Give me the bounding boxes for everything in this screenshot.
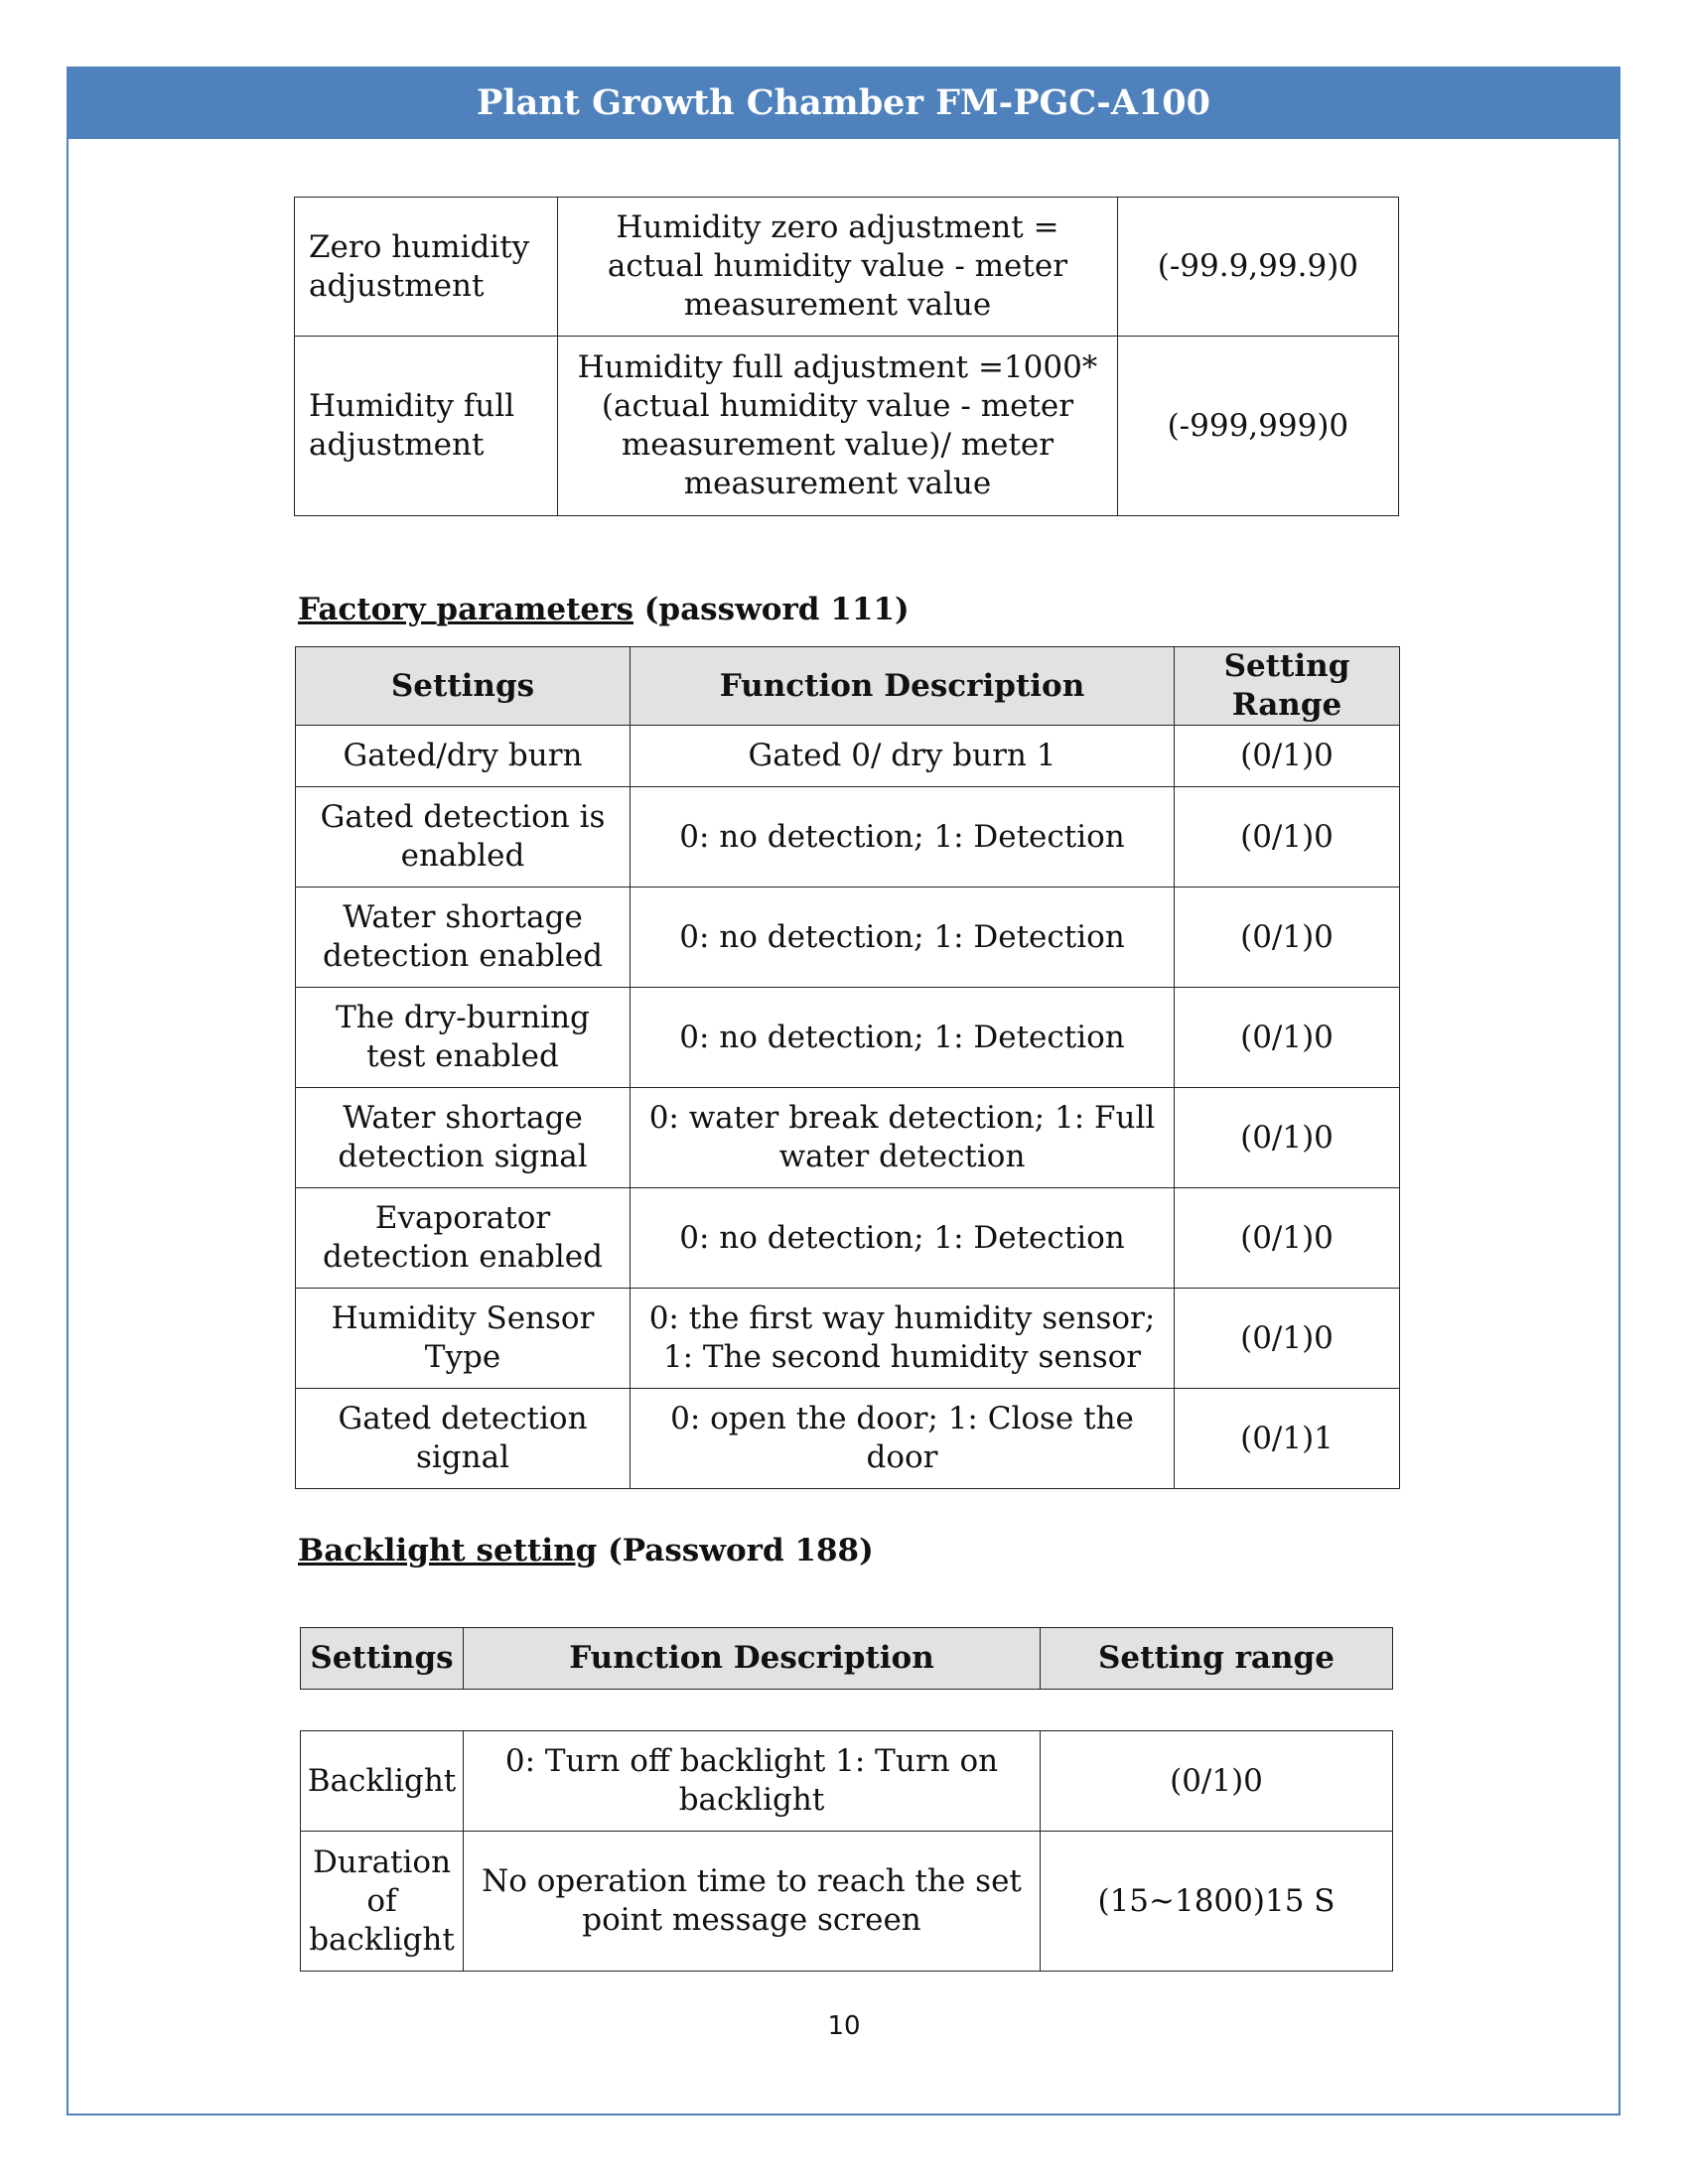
humidity-adjustment-table	[294, 197, 1399, 516]
setting-cell: Gated/dry burn	[296, 726, 631, 787]
table-row	[296, 1088, 1400, 1188]
description-cell: 0: no detection; 1: Detection	[631, 887, 1175, 988]
backlight-settings-table	[300, 1730, 1393, 1972]
column-header: Setting Range	[1175, 647, 1400, 726]
column-header: Setting range	[1041, 1628, 1393, 1690]
description-cell: 0: Turn off backlight 1: Turn on backlight	[464, 1731, 1041, 1832]
document-title: Plant Growth Chamber FM-PGC-A100	[477, 82, 1210, 123]
setting-cell: Evaporator detection enabled	[296, 1188, 631, 1289]
description-cell: Humidity zero adjustment = actual humidity value - meter measurement value	[558, 198, 1118, 337]
setting-cell: Duration of backlight	[301, 1832, 464, 1972]
range-cell: (-999,999)0	[1117, 337, 1398, 516]
description-cell: 0: no detection; 1: Detection	[631, 787, 1175, 887]
setting-cell: Gated detection is enabled	[296, 787, 631, 887]
range-cell: (0/1)0	[1175, 787, 1400, 887]
setting-cell: Water shortage detection signal	[296, 1088, 631, 1188]
range-cell: (0/1)0	[1175, 988, 1400, 1088]
column-header: Settings	[301, 1628, 464, 1690]
table-row	[295, 198, 1399, 337]
setting-cell: Water shortage detection enabled	[296, 887, 631, 988]
description-cell: 0: open the door; 1: Close the door	[631, 1389, 1175, 1489]
setting-cell: Backlight	[301, 1731, 464, 1832]
range-cell: (0/1)0	[1175, 726, 1400, 787]
setting-cell: Humidity Sensor Type	[296, 1289, 631, 1389]
table-row	[296, 1389, 1400, 1489]
setting-cell: Humidity full adjustment	[295, 337, 558, 516]
column-header: Function Description	[464, 1628, 1041, 1690]
range-cell: (0/1)0	[1175, 1188, 1400, 1289]
factory-parameters-table	[295, 646, 1400, 1489]
range-cell: (0/1)0	[1175, 887, 1400, 988]
setting-cell: The dry-burning test enabled	[296, 988, 631, 1088]
table-row	[296, 887, 1400, 988]
range-cell: (0/1)1	[1175, 1389, 1400, 1489]
range-cell: (15~1800)15 S	[1041, 1832, 1393, 1972]
description-cell: 0: the first way humidity sensor; 1: The second humidity sensor	[631, 1289, 1175, 1389]
range-cell: (0/1)0	[1175, 1289, 1400, 1389]
table-row	[296, 988, 1400, 1088]
description-cell: 0: no detection; 1: Detection	[631, 988, 1175, 1088]
table-header-row	[296, 647, 1400, 726]
setting-cell: Gated detection signal	[296, 1389, 631, 1489]
table-row	[296, 1289, 1400, 1389]
backlight-setting-heading: Backlight setting (Password 188)	[298, 1533, 874, 1569]
backlight-header-table	[300, 1627, 1393, 1690]
column-header: Settings	[296, 647, 631, 726]
table-row	[296, 726, 1400, 787]
table-header-row	[301, 1628, 1393, 1690]
table-row	[301, 1832, 1393, 1972]
table-row	[301, 1731, 1393, 1832]
description-cell: Gated 0/ dry burn 1	[631, 726, 1175, 787]
table-row	[296, 787, 1400, 887]
range-cell: (0/1)0	[1041, 1731, 1393, 1832]
description-cell: No operation time to reach the set point message screen	[464, 1832, 1041, 1972]
range-cell: (-99.9,99.9)0	[1117, 198, 1398, 337]
table-row	[296, 1188, 1400, 1289]
range-cell: (0/1)0	[1175, 1088, 1400, 1188]
document-header	[68, 68, 1619, 139]
column-header: Function Description	[631, 647, 1175, 726]
description-cell: 0: water break detection; 1: Full water detection	[631, 1088, 1175, 1188]
table-row	[295, 337, 1399, 516]
description-cell: Humidity full adjustment =1000*(actual humidity value - meter measurement value)/ meter measurement value	[558, 337, 1118, 516]
setting-cell: Zero humidity adjustment	[295, 198, 558, 337]
page-number: 10	[827, 2011, 861, 2041]
factory-parameters-heading: Factory parameters (password 111)	[298, 592, 910, 627]
description-cell: 0: no detection; 1: Detection	[631, 1188, 1175, 1289]
